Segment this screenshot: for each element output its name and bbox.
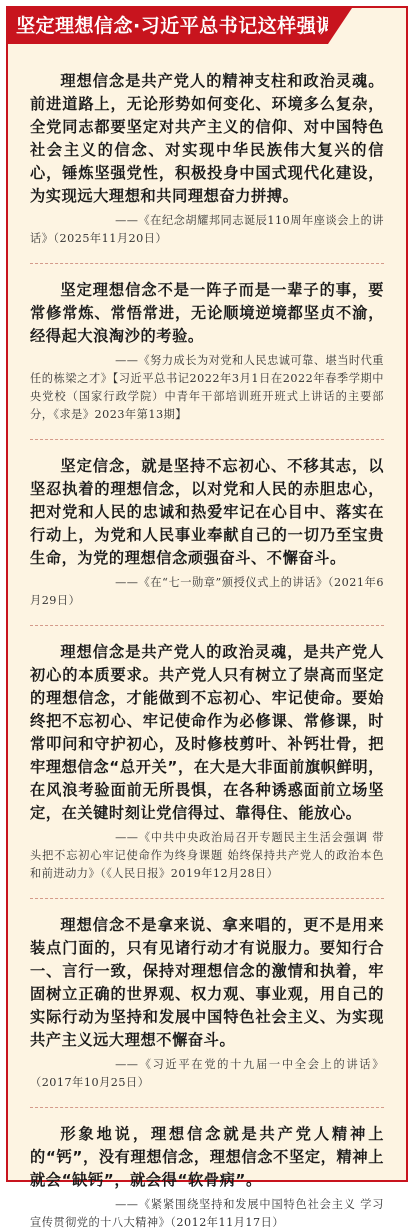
- section-divider: [30, 263, 384, 264]
- article-frame: [6, 6, 408, 1229]
- page-title: 坚定理想信念·习近平总书记这样强调: [16, 15, 336, 37]
- quote-section-1: [30, 70, 384, 248]
- section-divider: [30, 1107, 384, 1108]
- quote-section-4: [30, 641, 384, 883]
- quote-section-3: [30, 455, 384, 610]
- article-content: [30, 70, 384, 1232]
- quote-text: 理想信念不是拿来说、拿来唱的，更不是用来装点门面的，只有见诸行动才有说服力。要知行合一、言行一致，保持对理想信念的激情和执着，牢固树立正确的世界观、权力观、事业观，用自己的实际行动为坚持和发展中国特色社会主义、为实现共产主义远大理想不懈奋斗。: [30, 916, 384, 1049]
- quote-source: ——《努力成长为对党和人民忠诚可靠、堪当时代重任的栋梁之才》【习近平总书记2022年3月1日在2022年春季学期中央党校（国家行政学院）中青年干部培训班开班式上讲话的主要部分，《求是》2023年第13期】: [30, 354, 384, 421]
- quote-source: ——《在纪念胡耀邦同志诞辰110周年座谈会上的讲话》（2025年11月20日）: [30, 214, 384, 245]
- header-banner: [8, 8, 336, 44]
- quote-source: ——《紧紧围绕坚持和发展中国特色社会主义 学习宣传贯彻党的十八大精神》（2012年11月17日）: [30, 1198, 384, 1229]
- quote-section-5: [30, 914, 384, 1092]
- quote-source: ——《中共中央政治局召开专题民主生活会强调 带头把不忘初心牢记使命作为终身课题 始终保持共产党人的政治本色和前进动力》（《人民日报》2019年12月28日）: [30, 831, 384, 880]
- quote-source: ——《习近平在党的十九届一中全会上的讲话》（2017年10月25日）: [30, 1058, 384, 1089]
- quote-text: 形象地说，理想信念就是共产党人精神上的“钙”，没有理想信念，理想信念不坚定，精神上就会“缺钙”，就会得“软骨病”。: [30, 1125, 384, 1189]
- section-divider: [30, 439, 384, 440]
- quote-section-2: [30, 279, 384, 424]
- quote-text: 坚定理想信念不是一阵子而是一辈子的事，要常修常炼、常悟常进，无论顺境逆境都坚贞不渝，经得起大浪淘沙的考验。: [30, 281, 384, 345]
- section-divider: [30, 625, 384, 626]
- quote-source: ——《在“七一勋章”颁授仪式上的讲话》（2021年6月29日）: [30, 576, 384, 607]
- section-divider: [30, 898, 384, 899]
- quote-text: 坚定信念，就是坚持不忘初心、不移其志，以坚忍执着的理想信念，以对党和人民的赤胆忠心，把对党和人民的忠诚和热爱牢记在心目中、落实在行动上，为党和人民事业奉献自己的一切乃至宝贵生命，为党的理想信念顽强奋斗、不懈奋斗。: [30, 457, 384, 567]
- quote-text: 理想信念是共产党人的精神支柱和政治灵魂。前进道路上，无论形势如何变化、环境多么复杂，全党同志都要坚定对共产主义的信仰、对中国特色社会主义的信念、对实现中华民族伟大复兴的信心，锤炼坚强党性，积极投身中国式现代化建设，为实现远大理想和共同理想奋力拼搏。: [30, 72, 384, 205]
- quote-text: 理想信念是共产党人的政治灵魂，是共产党人初心的本质要求。共产党人只有树立了崇高而坚定的理想信念，才能做到不忘初心、牢记使命。要始终把不忘初心、牢记使命作为必修课、常修课，时常叩问和守护初心，及时修枝剪叶、补钙壮骨，把牢理想信念“总开关”，在大是大非面前旗帜鲜明，在风浪考验面前无所畏惧，在各种诱惑面前立场坚定，在关键时刻让党信得过、靠得住、能放心。: [30, 643, 384, 822]
- quote-section-6: [30, 1123, 384, 1232]
